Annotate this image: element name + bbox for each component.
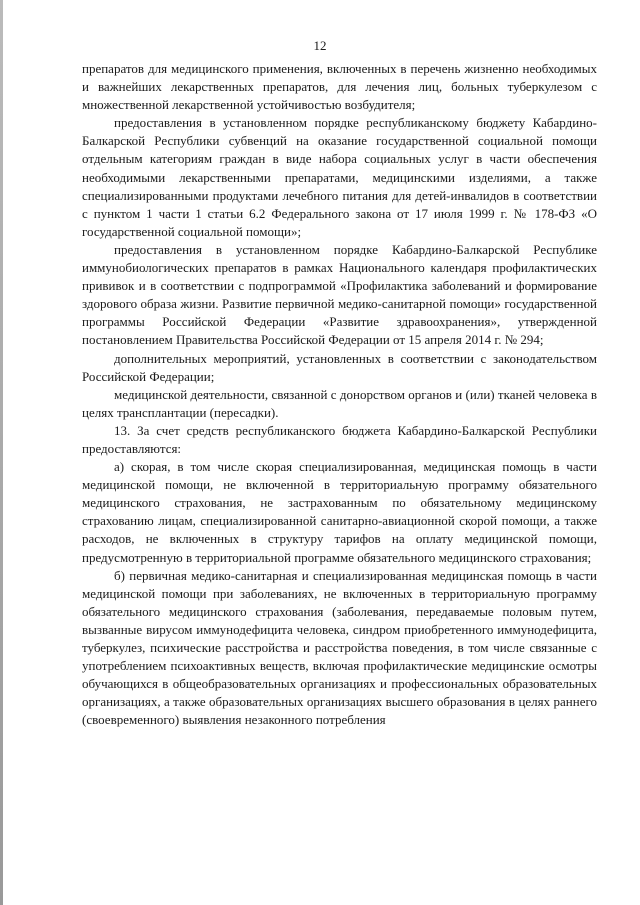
paragraph: препаратов для медицинского применения, включенных в перечень жизненно необходимых и важнейших лекарственных препаратов, для лечения лиц, больных туберкулезом с множественной лекарственной устойчивостью возбудителя; [82, 61, 597, 113]
page-number: 12 [313, 38, 327, 53]
paragraph: 13. За счет средств республиканского бюджета Кабардино-Балкарской Республики предоставляются: [82, 422, 597, 456]
paragraph: а) скорая, в том числе скорая специализированная, медицинская помощь в части медицинской помощи, не включенной в территориальную программу обязательного медицинского страхования, не застрахованным по обязательному медицинскому страхованию лицам, специализированной санитарно-авиационной скорой помощи, а также расходов, не включенных в структуру тарифов на оплату медицинской помощи, предусмотренную в территориальной программе обязательного медицинского страхования; [82, 459, 597, 565]
paragraph: дополнительных мероприятий, установленных в соответствии с законодательством Российской Федерации; [82, 350, 597, 384]
paragraph: медицинской деятельности, связанной с донорством органов и (или) тканей человека в целях трансплантации (пересадки). [82, 386, 597, 420]
document-body [82, 60, 597, 729]
paragraph: предоставления в установленном порядке Кабардино-Балкарской Республике иммунобиологических препаратов в рамках Национального календаря профилактических прививок и в соответствии с подпрограммой «Профилактика заболеваний и формирование здорового образа жизни. Развитие первичной медико-санитарной помощи» государственной программы Российской Федерации «Развитие здравоохранения», утвержденной постановлением Правительства Российской Федерации от 15 апреля 2014 г. № 294; [82, 241, 597, 348]
page-left-edge [0, 0, 3, 905]
paragraph: предоставления в установленном порядке республиканскому бюджету Кабардино-Балкарской Республики субвенций на оказание государственной социальной помощи отдельным категориям граждан в виде набора социальных услуг в части обеспечения необходимыми лекарственными препаратами, медицинскими изделиями, а также специализированными продуктами лечебного питания для детей-инвалидов в соответствии с пунктом 1 части 1 статьи 6.2 Федерального закона от 17 июля 1999 г. № 178-ФЗ «О государственной социальной помощи»; [82, 115, 597, 239]
paragraph: б) первичная медико-санитарная и специализированная медицинская помощь в части медицинской помощи при заболеваниях, не включенных в территориальную программу обязательного медицинского страхования (заболевания, передаваемые половым путем, вызванные вирусом иммунодефицита человека, синдром приобретенного иммунодефицита, туберкулез, психические расстройства и расстройства поведения, в том числе связанные с употреблением психоактивных веществ, включая профилактические медицинские осмотры обучающихся в общеобразовательных организациях и профессиональных образовательных организациях, а также образовательных организациях высшего образования в целях раннего (своевременного) выявления незаконного потребления [82, 567, 597, 728]
